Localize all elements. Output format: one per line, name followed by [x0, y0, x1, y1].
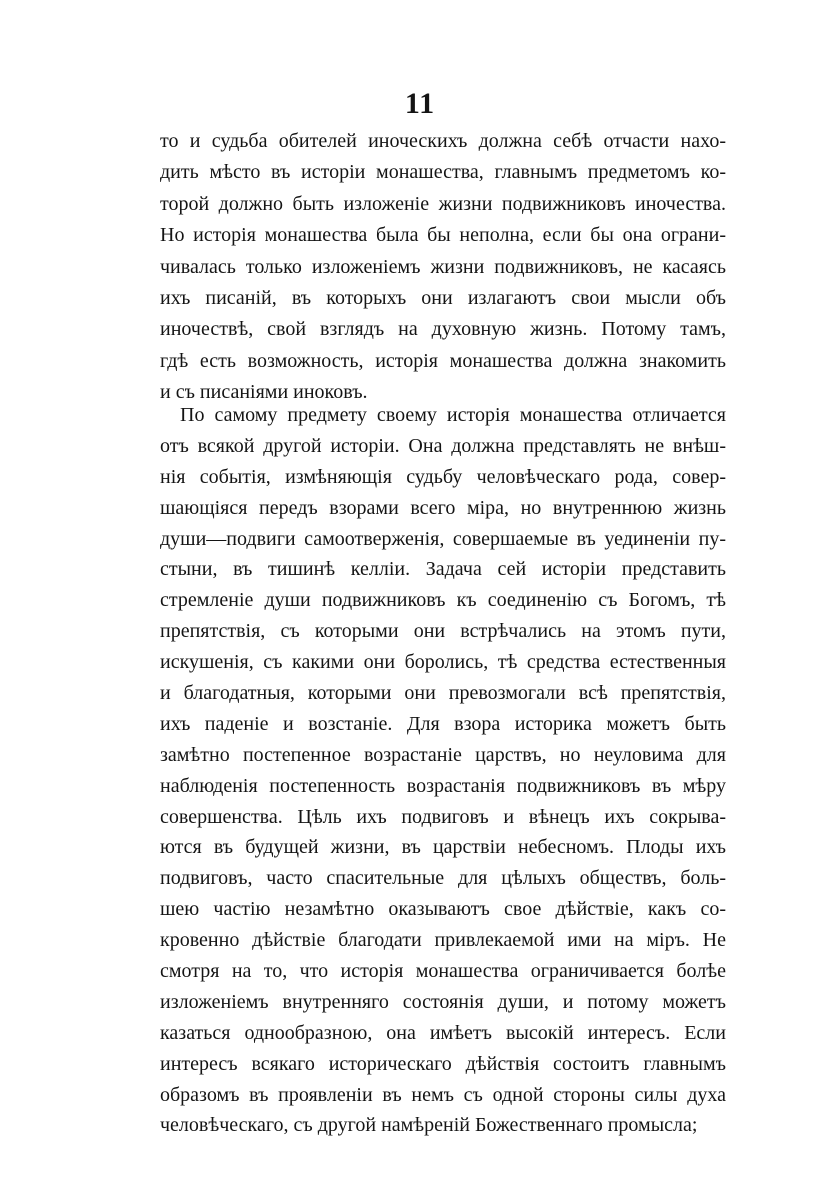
text-line: стремленіе души подвижниковъ къ соединенію съ Богомъ, тѣ — [160, 589, 726, 612]
text-line: чивалась только изложеніемъ жизни подвижниковъ, не касаясь — [160, 255, 726, 278]
text-line: то и судьба обителей иноческихъ должна себѣ отчасти нахо- — [160, 130, 726, 152]
text-line: отъ всякой другой исторіи. Она должна представлять не внѣш- — [160, 434, 726, 457]
text-line: ются въ будущей жизни, въ царствіи небесномъ. Плоды ихъ — [160, 836, 726, 859]
text-line: совершенства. Цѣль ихъ подвиговъ и вѣнецъ ихъ сокрыва- — [160, 805, 726, 828]
text-line: изложеніемъ внутренняго состоянія души, и потому можетъ — [160, 990, 726, 1013]
page-number: 11 — [404, 87, 436, 120]
text-line: нія событія, измѣняющія судьбу человѣческаго рода, совер- — [160, 465, 726, 488]
text-line: искушенія, съ какими они боролись, тѣ средства естественныя — [160, 651, 726, 674]
text-line: стыни, въ тишинѣ келліи. Задача сей исторіи представить — [160, 558, 726, 581]
text-line: смотря на то, что исторія монашества ограничивается болѣе — [160, 960, 726, 983]
text-line: иночествѣ, свой взглядъ на духовную жизнь. Потому тамъ, — [160, 318, 726, 341]
text-line: препятствія, съ которыми они встрѣчались на этомъ пути, — [160, 620, 726, 643]
text-line: души—подвиги самоотверженія, совершаемые въ уединеніи пу- — [160, 527, 726, 550]
text-line: замѣтно постепенное возрастаніе царствъ, но неуловима для — [160, 743, 726, 766]
text-line: По самому предмету своему исторія монашества отличается — [180, 404, 726, 426]
paragraph-1 — [160, 126, 726, 409]
text-line: шающіяся передъ взорами всего міра, но внутреннюю жизнь — [160, 496, 726, 519]
text-line: кровенно дѣйствіе благодати привлекаемой ими на міръ. Не — [160, 929, 726, 952]
text-line: ихъ паденіе и возстаніе. Для взора историка можетъ быть — [160, 712, 726, 735]
text-line: гдѣ есть возможность, исторія монашества должна знакомить — [160, 349, 726, 372]
paragraph-2 — [160, 400, 726, 1141]
text-line: торой должно быть изложеніе жизни подвижниковъ иночества. — [160, 192, 726, 215]
text-line: казаться однообразною, она имѣетъ высокій интересъ. Если — [160, 1021, 726, 1044]
text-line: и съ писаніями иноковъ. — [160, 381, 368, 404]
text-line: образомъ въ проявленіи въ немъ съ одной стороны силы духа — [160, 1083, 726, 1106]
text-line: и благодатныя, которыми они превозмогали всѣ препятствія, — [160, 682, 726, 705]
text-line: человѣческаго, съ другой намѣреній Божественнаго промысла; — [160, 1114, 698, 1137]
text-line: Но исторія монашества была бы неполна, если бы она ограни- — [160, 224, 726, 247]
text-line: интересъ всякаго историческаго дѣйствія состоитъ главнымъ — [160, 1052, 726, 1075]
text-line: шею частію незамѣтно оказываютъ свое дѣйствіе, какъ со- — [160, 898, 726, 921]
text-line: ихъ писаній, въ которыхъ они излагаютъ свои мысли объ — [160, 286, 726, 309]
text-line: подвиговъ, часто спасительные для цѣлыхъ обществъ, боль- — [160, 867, 726, 890]
text-line: дить мѣсто въ исторіи монашества, главнымъ предметомъ ко- — [160, 161, 726, 184]
text-line: наблюденія постепенность возрастанія подвижниковъ въ мѣру — [160, 774, 726, 797]
